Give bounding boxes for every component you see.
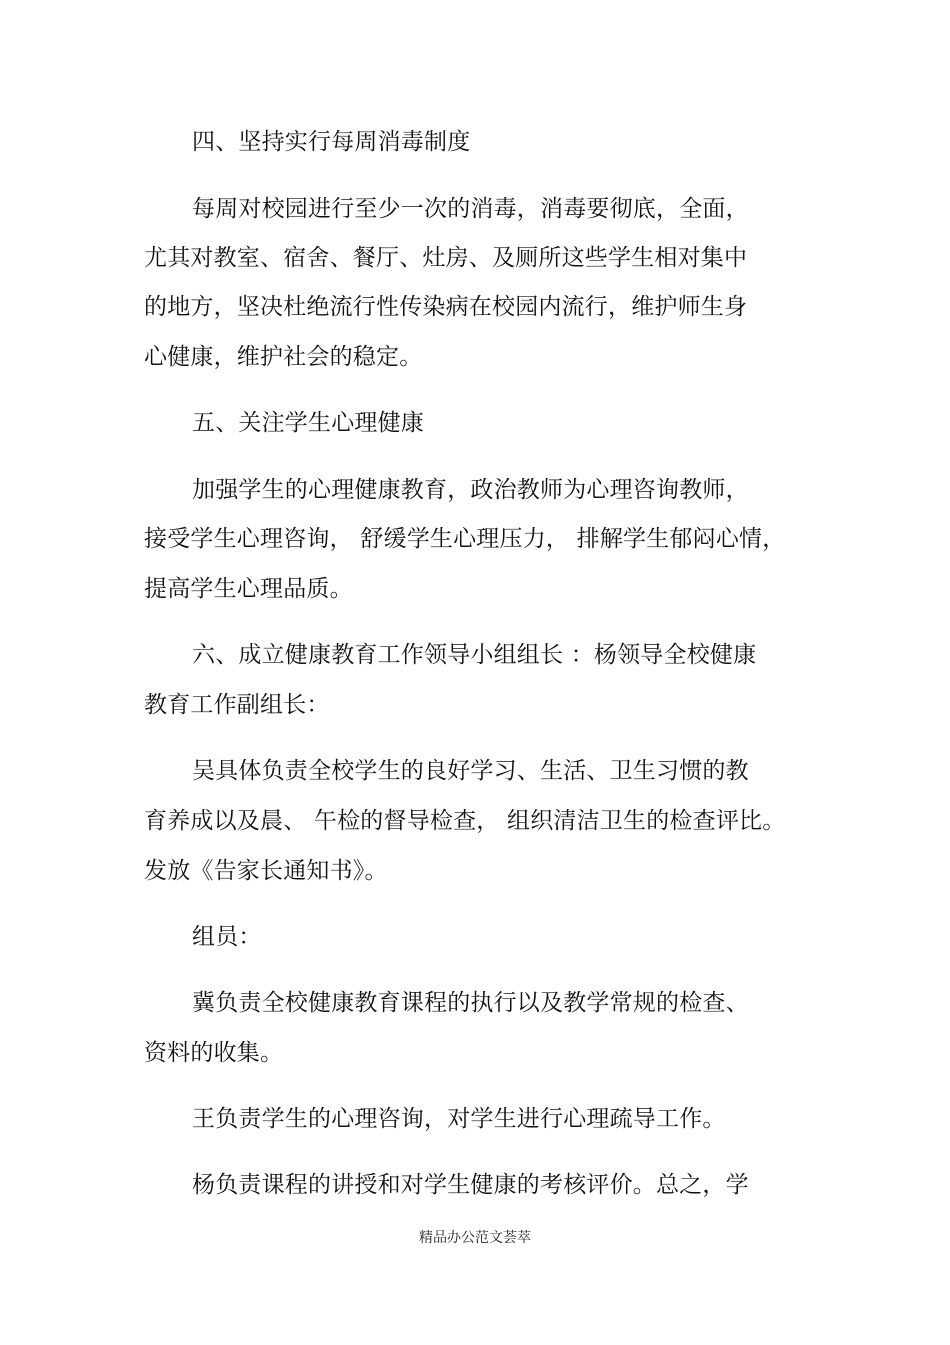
paragraph-line: 育养成以及晨、 午检的督导检查， 组织清洁卫生的检查评比。 (144, 808, 786, 834)
members-label: 组员： (192, 924, 262, 950)
paragraph-line: 冀负责全校健康教育课程的执行以及教学常规的检查、 (192, 990, 749, 1016)
paragraph-line: 加强学生的心理健康教育，政治教师为心理咨询教师， (192, 477, 749, 503)
paragraph-line: 发放《告家长通知书》。 (144, 858, 388, 884)
paragraph-line: 尤其对教室、宿舍、餐厅、灶房、及厕所这些学生相对集中 (144, 245, 748, 271)
paragraph-line: 心健康，维护社会的稳定。 (144, 344, 423, 370)
paragraph-line: 教育工作副组长： (144, 692, 330, 718)
paragraph-line: 王负责学生的心理咨询，对学生进行心理疏导工作。 (192, 1106, 726, 1132)
page-footer: 精品办公范文荟萃 (419, 1230, 531, 1246)
heading-section-6: 六、成立健康教育工作领导小组组长 ：杨领导全校健康 (192, 642, 757, 668)
paragraph-line: 杨负责课程的讲授和对学生健康的考核评价。总之，学 (192, 1172, 749, 1198)
paragraph-line: 的地方，坚决杜绝流行性传染病在校园内流行，维护师生身 (144, 294, 748, 320)
paragraph-line: 每周对校园进行至少一次的消毒，消毒要彻底，全面， (192, 196, 749, 222)
heading-section-5: 五、关注学生心理健康 (192, 410, 424, 436)
heading-section-4: 四、坚持实行每周消毒制度 (192, 129, 471, 155)
paragraph-line: 资料的收集。 (144, 1040, 284, 1066)
paragraph-line: 接受学生心理咨询， 舒缓学生心理压力， 排解学生郁闷心情， (144, 526, 786, 552)
paragraph-line: 提高学生心理品质。 (144, 576, 353, 602)
paragraph-line: 吴具体负责全校学生的良好学习、生活、卫生习惯的教 (192, 758, 749, 784)
